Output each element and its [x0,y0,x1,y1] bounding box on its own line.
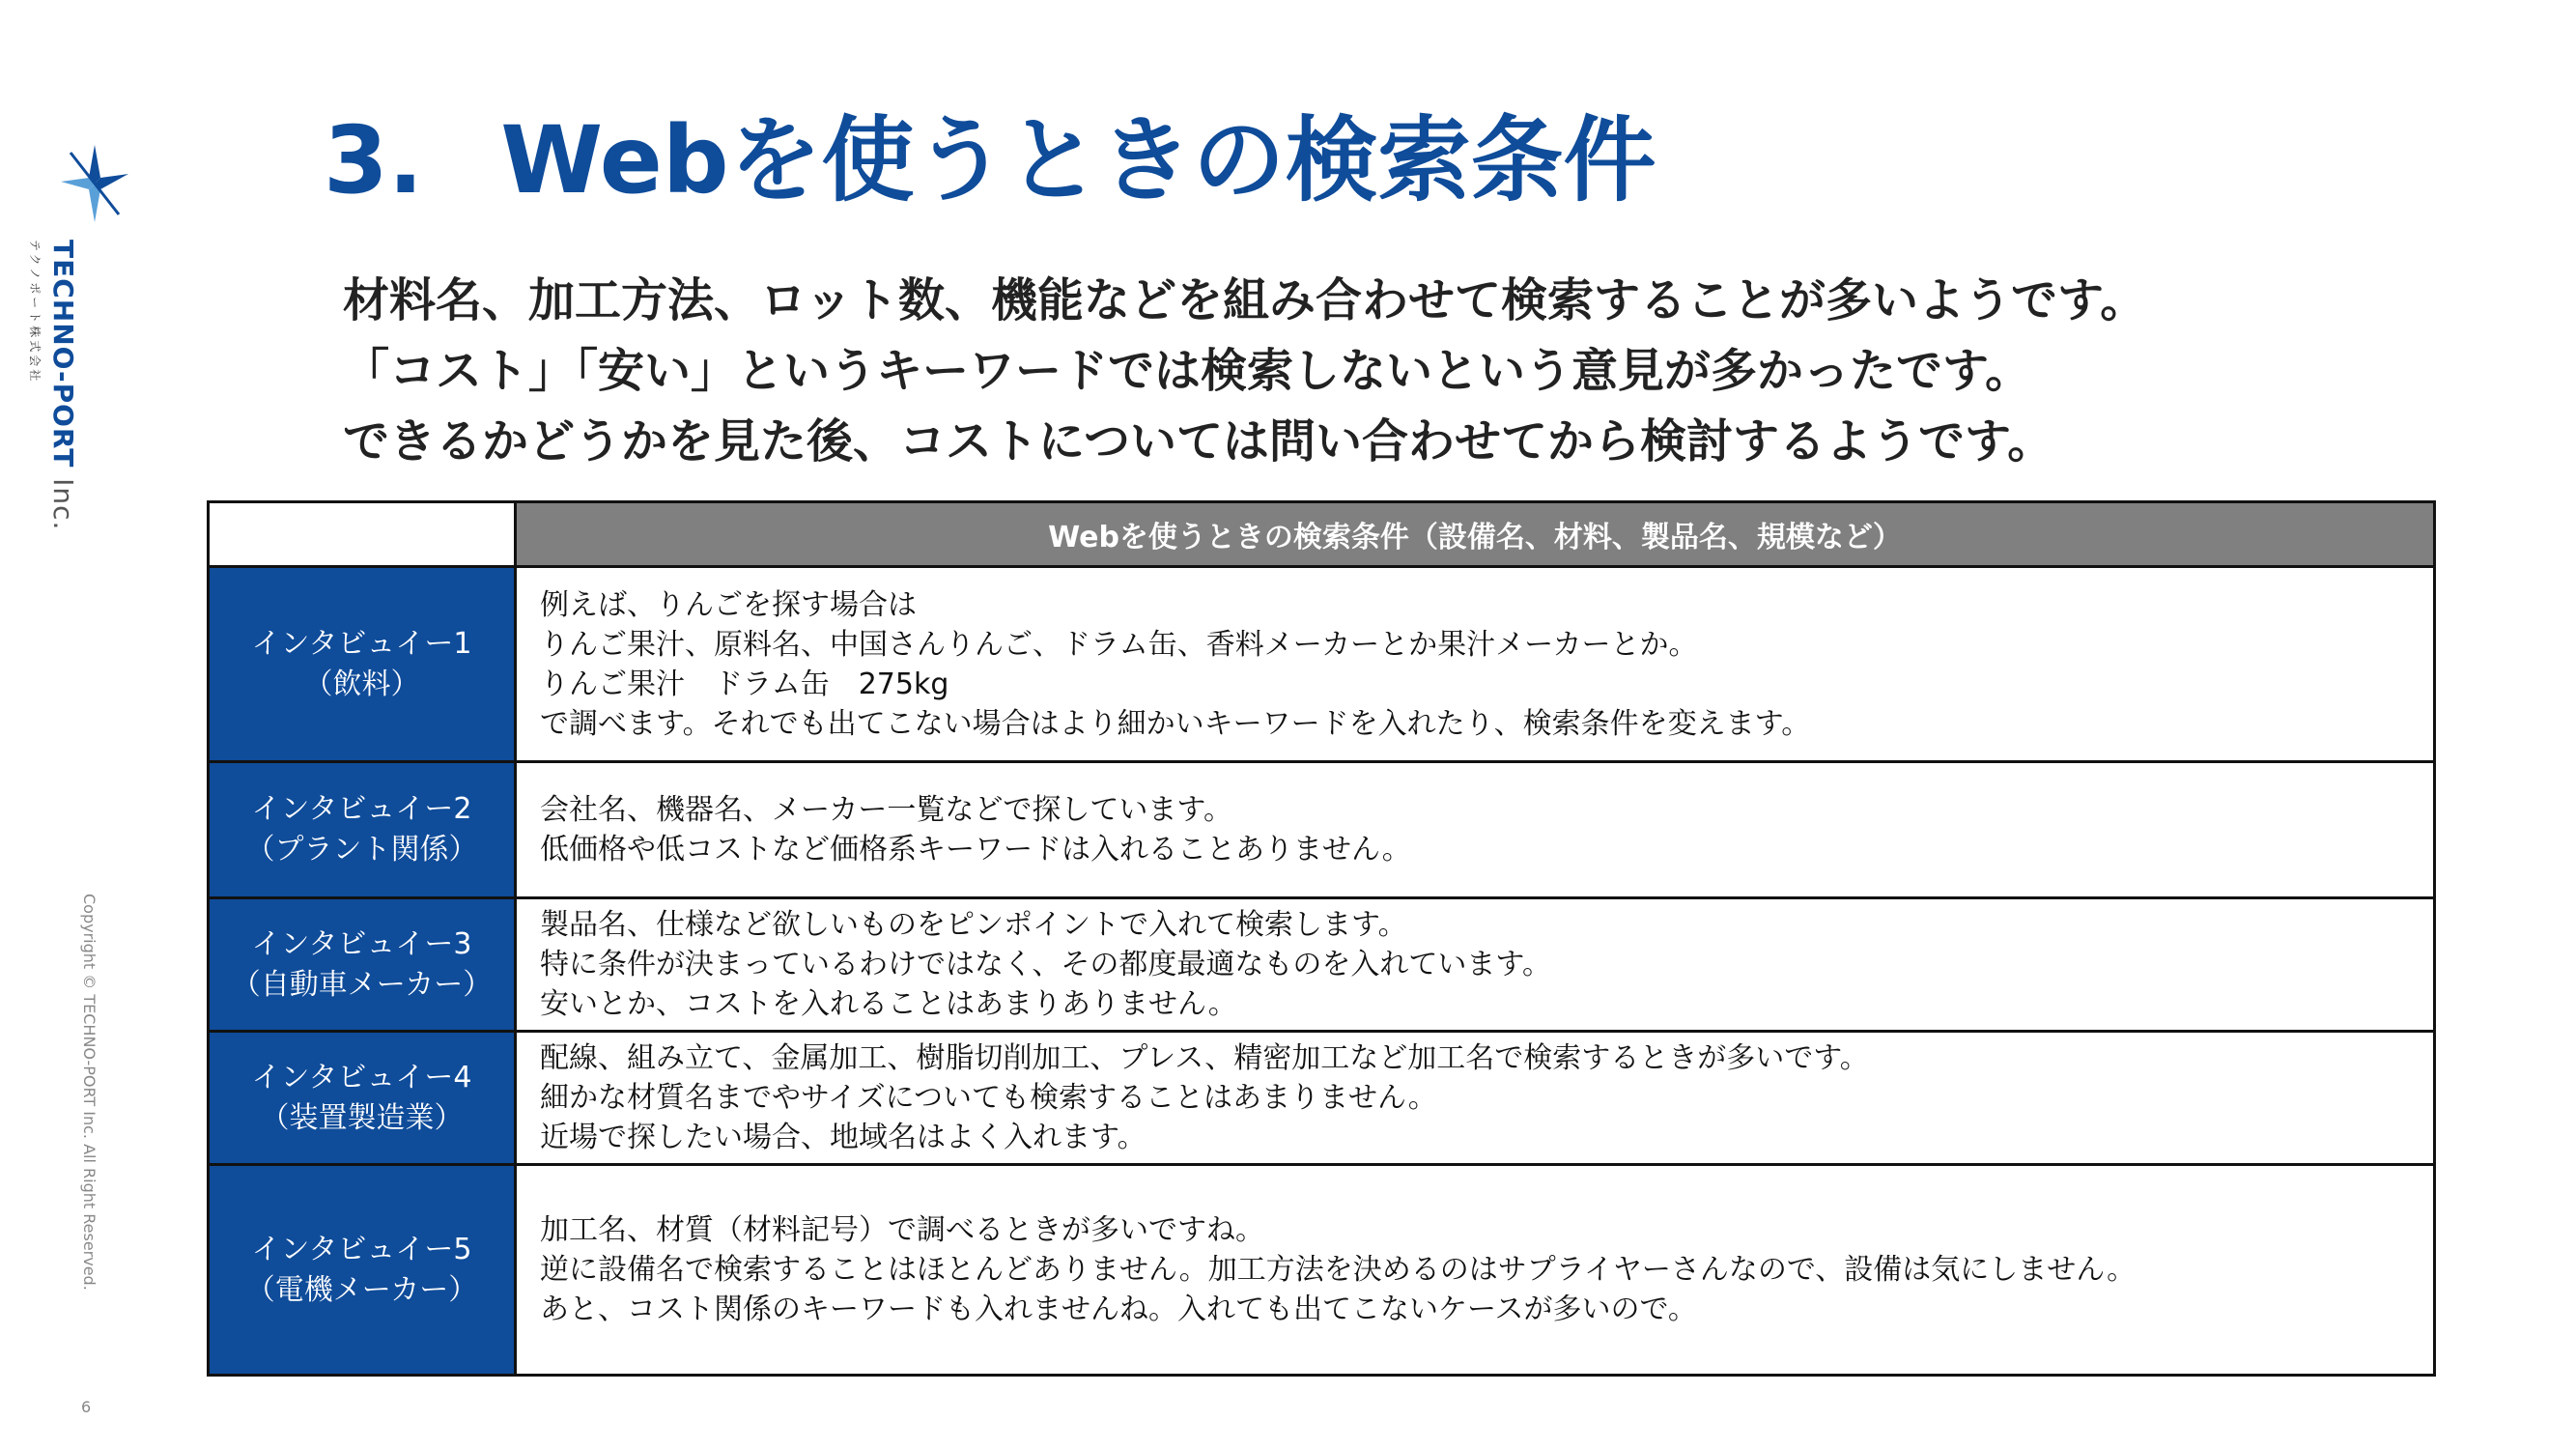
summary-line: 材料名、加工方法、ロット数、機能などを組み合わせて検索することが多いようです。 [343,273,2147,327]
interviewee-answer: 配線、組み立て、金属加工、樹脂切削加工、プレス、精密加工など加工名で検索するときが多いです。 細かな材質名までやサイズについても検索することはあまりません。 近場で探したい場合、地域名はよく入れます。 [516,1032,2435,1165]
interviewee-label: インタビュイー2 （プラント関係） [209,762,516,898]
interviewee-label: インタビュイー3 （自動車メーカー） [209,898,516,1032]
brand-subtitle: テクノポート株式会社 [28,240,42,384]
interviewee-answer: 製品名、仕様など欲しいものをピンポイントで入れて検索します。 特に条件が決まっているわけではなく、その都度最適なものを入れています。 安いとか、コストを入れることはあまりありません。 [516,898,2435,1032]
brand-name: TECHNO-PORT Inc. [47,240,79,531]
table-row [209,567,2435,762]
interviewee-answer: 加工名、材質（材料記号）で調べるときが多いですね。 逆に設備名で検索することはほとんどありません。加工方法を決めるのはサプライヤーさんなので、設備は気にしません。 あと、コスト関係のキーワードも入れませんね。入れても出てこないケースが多いので。 [516,1165,2435,1376]
table-row [209,762,2435,898]
compass-star-icon [61,145,128,222]
brand-logotype [27,240,79,530]
section-number: 3. [324,106,424,214]
table-header: Webを使うときの検索条件（設備名、材料、製品名、規模など） [516,502,2435,567]
table-row [209,1032,2435,1165]
interviewee-label: インタビュイー1 （飲料） [209,567,516,762]
page-number: 6 [81,1398,92,1416]
summary-line: 「コスト」「安い」というキーワードでは検索しないという意見が多かったです。 [343,344,2032,398]
table-row [209,1165,2435,1376]
interviewee-label: インタビュイー4 （装置製造業） [209,1032,516,1165]
interviewee-answer: 会社名、機器名、メーカー一覧などで探しています。 低価格や低コストなど価格系キーワードは入れることありません。 [516,762,2435,898]
summary-text [343,266,2146,477]
page-title [324,106,1656,214]
interviewee-label: インタビュイー5 （電機メーカー） [209,1165,516,1376]
summary-line: できるかどうかを見た後、コストについては問い合わせてから検討するようです。 [343,414,2054,469]
copyright-notice: Copyright © TECHNO-PORT Inc. All Right Reserved. [80,894,99,1291]
search-conditions-table [207,500,2436,1377]
title-text: Webを使うときの検索条件 [500,106,1656,214]
table-row [209,898,2435,1032]
interviewee-answer: 例えば、りんごを探す場合は りんご果汁、原料名、中国さんりんご、ドラム缶、香料メーカーとか果汁メーカーとか。 りんご果汁 ドラム缶 275kg で調べます。それでも出てこない場合はより細かいキーワードを入れたり、検索条件を変えます。 [516,567,2435,762]
table-corner-cell [209,502,516,567]
table-header-row [209,502,2435,567]
